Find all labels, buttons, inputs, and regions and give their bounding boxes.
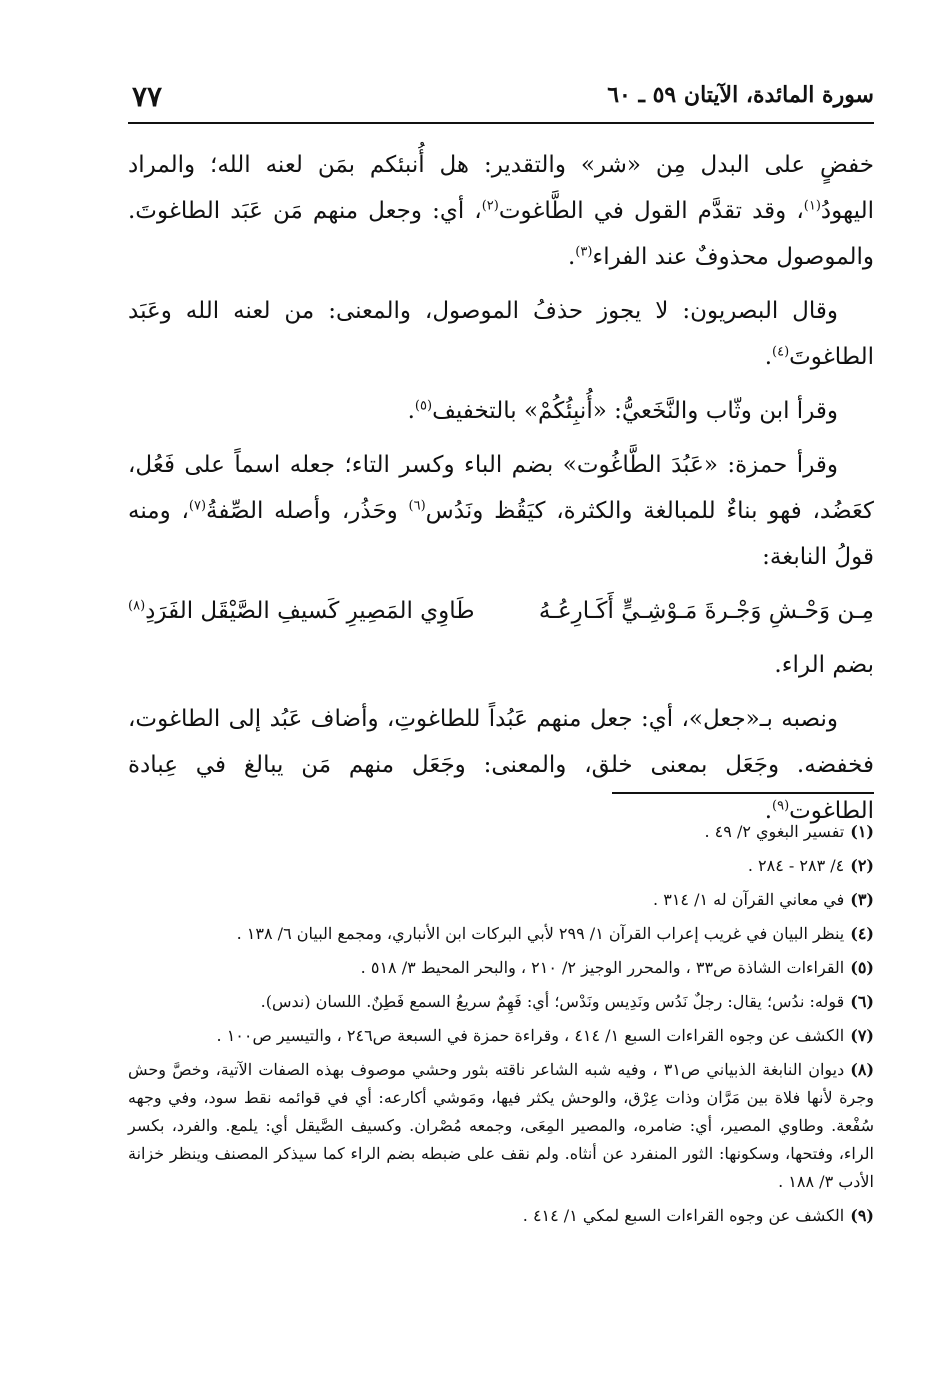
main-text — [128, 142, 874, 842]
footnote-text: ديوان النابغة الذبياني ص٣١ ، وفيه شبه الشاعر ناقته بثور وحشي موصوف بهذه الصفات الآتية، وخصَّ وحش وجرة لأنها فلاة بين مَرَّان وذات عِرْق، والوحش يكثر فيها، ومَوشي أكارعه: أي في قوائمه نقط سود، وفي وجهه سُفْعة. وطاوي المصير، أي: ضامره، والمصير المِعَى، وجمعه مُصْران. وكسيف الصَّيقل أي: يلمع. والفرد، بكسر الراء، وفتحها، وسكونها: الثور المنفرد عن أنثاه. ولم نقف على ضبطه بضم الراء كما سيذكر المصنف وينظر خزانة الأدب ٣/ ١٨٨ . — [128, 1060, 875, 1191]
paragraph-2 — [128, 288, 874, 380]
paragraph-1 — [128, 142, 874, 280]
footnote-ref[interactable]: (٩) — [772, 798, 790, 814]
footnote-3 — [128, 886, 874, 914]
footnote-number: (٦) — [850, 992, 874, 1011]
footnote-ref[interactable]: (٣) — [575, 244, 593, 260]
footnote-text: الكشف عن وجوه القراءات السبع لمكي ١/ ٤١٤ . — [522, 1206, 845, 1225]
text-run: . — [764, 344, 773, 370]
footnote-ref[interactable]: (٢) — [481, 198, 499, 214]
footnote-ref[interactable]: (٤) — [772, 344, 790, 360]
paragraph-3 — [128, 388, 874, 434]
text-run: . — [407, 398, 415, 424]
paragraph-4 — [128, 442, 874, 580]
footnote-ref[interactable]: (٧) — [188, 498, 207, 514]
footnote-ref[interactable]: (٥) — [414, 398, 433, 414]
footnote-ref[interactable]: (٨) — [128, 598, 146, 614]
footnote-text: في معاني القرآن له ١/ ٣١٤ . — [653, 890, 845, 909]
text-run: وقال البصريون: لا يجوز حذفُ الموصول، والمعنى: من لعنه الله وعَبَد الطاغوتَ — [128, 298, 874, 370]
footnote-number: (٥) — [850, 958, 874, 977]
text-run: ، وقد تقدَّم القول في الطَّاغوت — [498, 198, 804, 224]
footnote-separator — [612, 792, 874, 794]
verse-first-hemistich: مِـن وَحْـشِ وَجْـرةَ مَـوْشِـيٍّ أَكَـارِعُـهُ — [538, 598, 874, 624]
running-header — [128, 78, 874, 124]
text-run: ، أي: وجعل منهم مَن عَبَد الطاغوتَ. والموصول محذوفٌ عند الفراء — [128, 198, 874, 270]
footnote-number: (٢) — [850, 856, 874, 875]
text-run: . — [567, 244, 576, 270]
text-run: ، ومنه قولُ النابغة: — [128, 498, 874, 570]
footnote-5 — [128, 954, 874, 982]
footnotes — [128, 818, 874, 1236]
text-run: وقرأ حمزة: «عَبُدَ الطَّاغُوت» بضم الباء وكسر التاء؛ جعله اسماً على فَعُل، كعَضُد، فهو بناءٌ للمبالغة والكثرة، كيَقُظ ونَدُس — [128, 452, 874, 524]
footnote-text: الكشف عن وجوه القراءات السبع ١/ ٤١٤ ، وقراءة حمزة في السبعة ص٢٤٦ ، والتيسير ص١٠٠ . — [216, 1026, 845, 1045]
text-run: وحَذُر، وأصله الصِّفةُ — [206, 498, 409, 524]
footnote-number: (٩) — [850, 1206, 874, 1225]
footnote-8 — [128, 1056, 874, 1196]
text-run: . — [764, 798, 773, 824]
footnote-ref[interactable]: (٦) — [408, 498, 426, 514]
footnote-6 — [128, 988, 874, 1016]
footnote-7 — [128, 1022, 874, 1050]
footnote-4 — [128, 920, 874, 948]
footnote-number: (٣) — [850, 890, 874, 909]
footnote-1 — [128, 818, 874, 846]
text-run: وقرأ ابن وثّاب والنَّخَعيُّ: «أُنبِئُكُمْ» بالتخفيف — [432, 398, 838, 424]
footnote-text: ٤/ ٢٨٣ - ٢٨٤ . — [747, 856, 845, 875]
footnote-number: (١) — [850, 822, 874, 841]
page-number: ٧٧ — [132, 80, 163, 113]
text-run: خفضٍ على البدل مِن «شر» والتقدير: هل أُنبئكم بمَن لعنه الله؛ والمراد اليهودُ — [128, 152, 874, 224]
footnote-text: القراءات الشاذة ص٣٣ ، والمحرر الوجيز ٢/ ٢١٠ ، والبحر المحيط ٣/ ٥١٨ . — [360, 958, 845, 977]
footnote-number: (٤) — [850, 924, 874, 943]
footnote-text: قوله: ندُس؛ يقال: رجلٌ نَدُس ونَدِيس ونَدْس؛ أي: فَهِمٌ سريعُ السمع فَطِنٌ. اللسان (ندس). — [260, 992, 845, 1011]
footnote-number: (٨) — [850, 1060, 875, 1079]
header-title: سورة المائدة، الآيتان ٥٩ ـ ٦٠ — [607, 82, 874, 108]
after-verse-note: بضم الراء. — [774, 652, 874, 678]
footnote-9 — [128, 1202, 874, 1230]
footnote-text: تفسير البغوي ٢/ ٤٩ . — [704, 822, 845, 841]
poetry-verse — [128, 588, 874, 634]
footnote-2 — [128, 852, 874, 880]
paragraph-5 — [128, 696, 874, 834]
verse-second-hemistich: طَاوِي المَصِيرِ كَسيفِ الصَّيْقَل الفَرَدِ — [145, 598, 475, 624]
footnote-ref[interactable]: (١) — [803, 198, 821, 214]
text-run: ونصبه بـ«جعل»، أي: جعل منهم عَبُداً للطاغوتِ، وأضاف عَبُد إلى الطاغوت، فخفضه. وجَعَل بمعنى خلق، والمعنى: وجَعَل منهم مَن يبالغ في عِبادة الطاغوت — [128, 706, 874, 824]
footnote-text: ينظر البيان في غريب إعراب القرآن ١/ ٢٩٩ لأبي البركات ابن الأنباري، ومجمع البيان ٦/ ١٣٨ . — [236, 924, 845, 943]
footnote-number: (٧) — [850, 1026, 874, 1045]
verse-second-hemistich-wrap — [128, 588, 475, 634]
